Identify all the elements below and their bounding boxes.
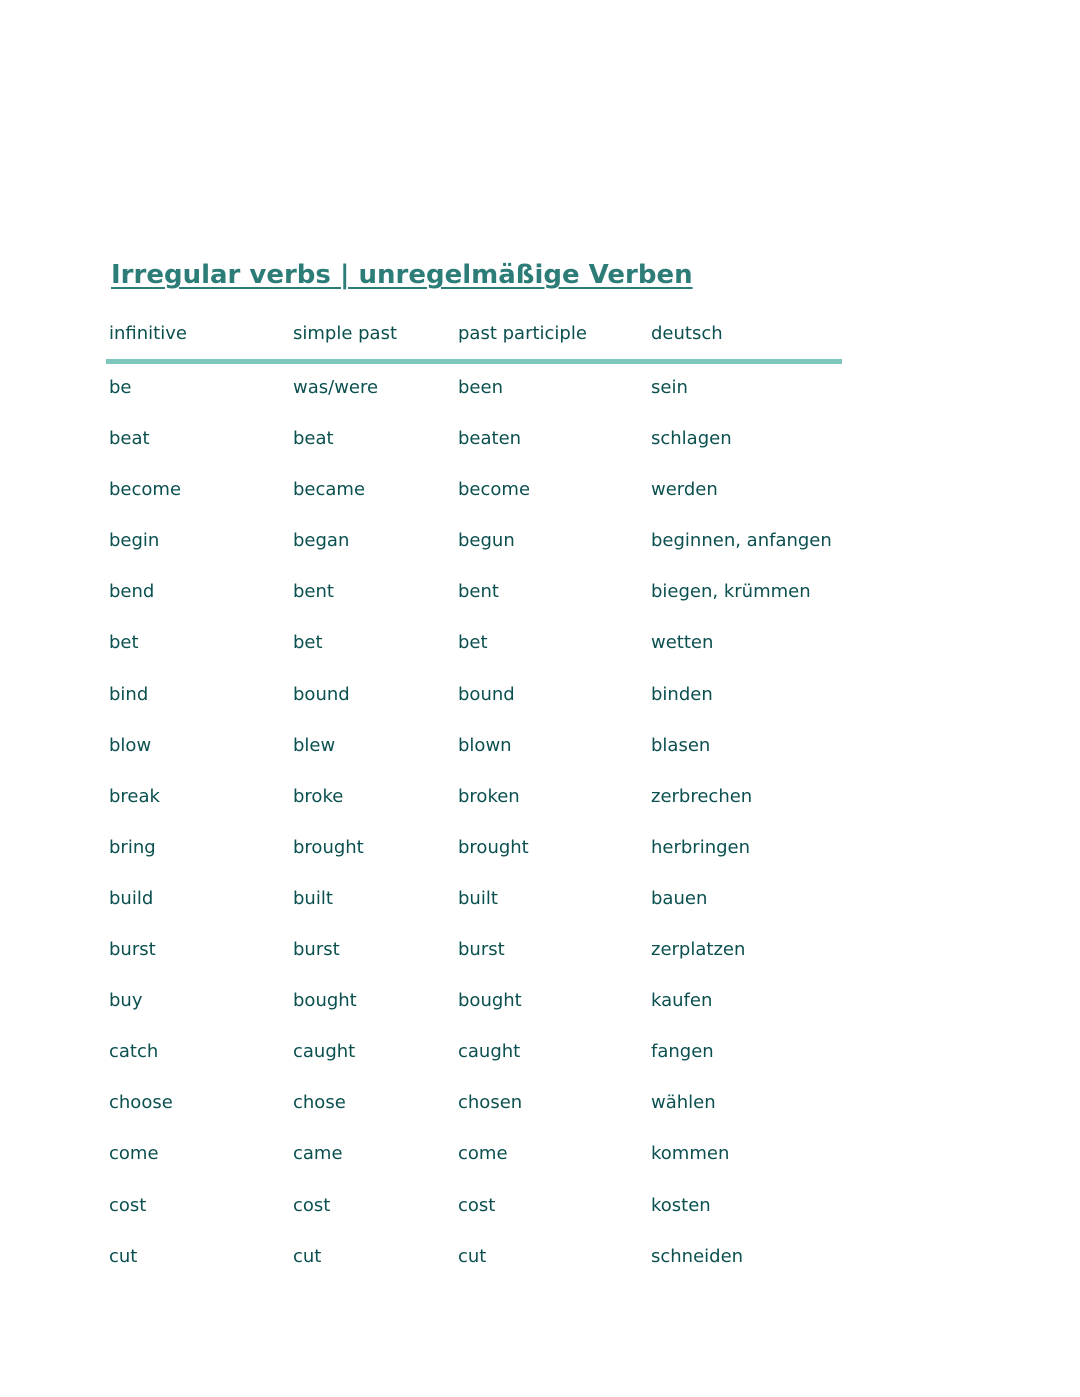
cell-deutsch: zerplatzen — [651, 939, 746, 961]
column-header-deutsch: deutsch — [651, 323, 723, 344]
cell-deutsch: fangen — [651, 1041, 714, 1063]
cell-simple-past: bound — [293, 683, 350, 705]
table-row — [109, 681, 849, 732]
cell-simple-past: brought — [293, 836, 364, 858]
cell-simple-past: chose — [293, 1092, 346, 1114]
cell-past-participle: broken — [458, 785, 520, 807]
cell-deutsch: kosten — [651, 1194, 711, 1216]
cell-infinitive: choose — [109, 1092, 173, 1114]
cell-simple-past: cost — [293, 1194, 331, 1216]
table-row — [109, 425, 849, 476]
cell-infinitive: cut — [109, 1245, 138, 1267]
cell-past-participle: cost — [458, 1194, 496, 1216]
cell-simple-past: beat — [293, 428, 334, 450]
cell-past-participle: begun — [458, 530, 515, 552]
cell-deutsch: sein — [651, 377, 688, 398]
table-row — [109, 476, 849, 527]
cell-past-participle: built — [458, 887, 498, 909]
table-row — [109, 629, 849, 680]
cell-deutsch: zerbrechen — [651, 785, 753, 807]
column-header-past-participle: past participle — [458, 323, 587, 344]
cell-infinitive: be — [109, 377, 132, 398]
cell-simple-past: cut — [293, 1245, 322, 1267]
cell-infinitive: bet — [109, 632, 139, 654]
cell-deutsch: kommen — [651, 1143, 730, 1165]
cell-past-participle: chosen — [458, 1092, 523, 1114]
table-header — [109, 320, 849, 348]
cell-infinitive: beat — [109, 428, 150, 450]
cell-past-participle: cut — [458, 1245, 487, 1267]
table-row — [109, 732, 849, 783]
cell-deutsch: schlagen — [651, 428, 732, 450]
cell-simple-past: built — [293, 887, 333, 909]
table-row — [109, 885, 849, 936]
cell-infinitive: catch — [109, 1041, 159, 1063]
cell-infinitive: break — [109, 785, 160, 807]
cell-deutsch: bauen — [651, 887, 708, 909]
cell-infinitive: bend — [109, 581, 155, 603]
cell-simple-past: burst — [293, 939, 340, 961]
cell-infinitive: buy — [109, 990, 143, 1012]
cell-infinitive: blow — [109, 734, 152, 756]
cell-past-participle: come — [458, 1143, 508, 1165]
table-row — [109, 1140, 849, 1191]
cell-past-participle: bound — [458, 683, 515, 705]
table-row — [109, 936, 849, 987]
table-row — [109, 374, 849, 425]
cell-past-participle: caught — [458, 1041, 521, 1063]
cell-simple-past: began — [293, 530, 350, 552]
table-row — [109, 834, 849, 885]
cell-past-participle: brought — [458, 836, 529, 858]
cell-simple-past: became — [293, 479, 366, 501]
cell-simple-past: came — [293, 1143, 343, 1165]
cell-past-participle: blown — [458, 734, 512, 756]
cell-past-participle: become — [458, 479, 531, 501]
table-row — [109, 987, 849, 1038]
cell-infinitive: begin — [109, 530, 160, 552]
cell-infinitive: become — [109, 479, 182, 501]
table-row — [109, 783, 849, 834]
cell-simple-past: bet — [293, 632, 323, 654]
page-title: Irregular verbs | unregelmäßige Verben — [111, 260, 693, 290]
cell-simple-past: was/were — [293, 377, 379, 398]
column-header-infinitive: infinitive — [109, 323, 187, 344]
cell-past-participle: bet — [458, 632, 488, 654]
cell-deutsch: blasen — [651, 734, 711, 756]
header-divider — [106, 359, 842, 364]
cell-deutsch: biegen, krümmen — [651, 581, 811, 603]
cell-past-participle: bought — [458, 990, 522, 1012]
cell-simple-past: bent — [293, 581, 334, 603]
table-row — [109, 1038, 849, 1089]
cell-infinitive: burst — [109, 939, 156, 961]
cell-infinitive: build — [109, 887, 154, 909]
cell-deutsch: schneiden — [651, 1245, 744, 1267]
cell-past-participle: burst — [458, 939, 505, 961]
cell-deutsch: wetten — [651, 632, 714, 654]
cell-simple-past: bought — [293, 990, 357, 1012]
table-row — [109, 527, 849, 578]
cell-deutsch: werden — [651, 479, 718, 501]
cell-simple-past: broke — [293, 785, 344, 807]
cell-deutsch: binden — [651, 683, 713, 705]
cell-infinitive: cost — [109, 1194, 147, 1216]
cell-past-participle: beaten — [458, 428, 522, 450]
table-row — [109, 578, 849, 629]
cell-infinitive: come — [109, 1143, 159, 1165]
table-row — [109, 1243, 849, 1294]
table-row — [109, 1089, 849, 1140]
table-row — [109, 1192, 849, 1243]
cell-deutsch: wählen — [651, 1092, 716, 1114]
cell-past-participle: been — [458, 377, 503, 398]
cell-deutsch: kaufen — [651, 990, 713, 1012]
cell-simple-past: caught — [293, 1041, 356, 1063]
cell-deutsch: beginnen, anfangen — [651, 530, 832, 552]
cell-deutsch: herbringen — [651, 836, 751, 858]
cell-past-participle: bent — [458, 581, 499, 603]
column-header-simple-past: simple past — [293, 323, 398, 344]
cell-infinitive: bind — [109, 683, 149, 705]
cell-infinitive: bring — [109, 836, 156, 858]
verb-table-body — [109, 374, 849, 1294]
cell-simple-past: blew — [293, 734, 336, 756]
